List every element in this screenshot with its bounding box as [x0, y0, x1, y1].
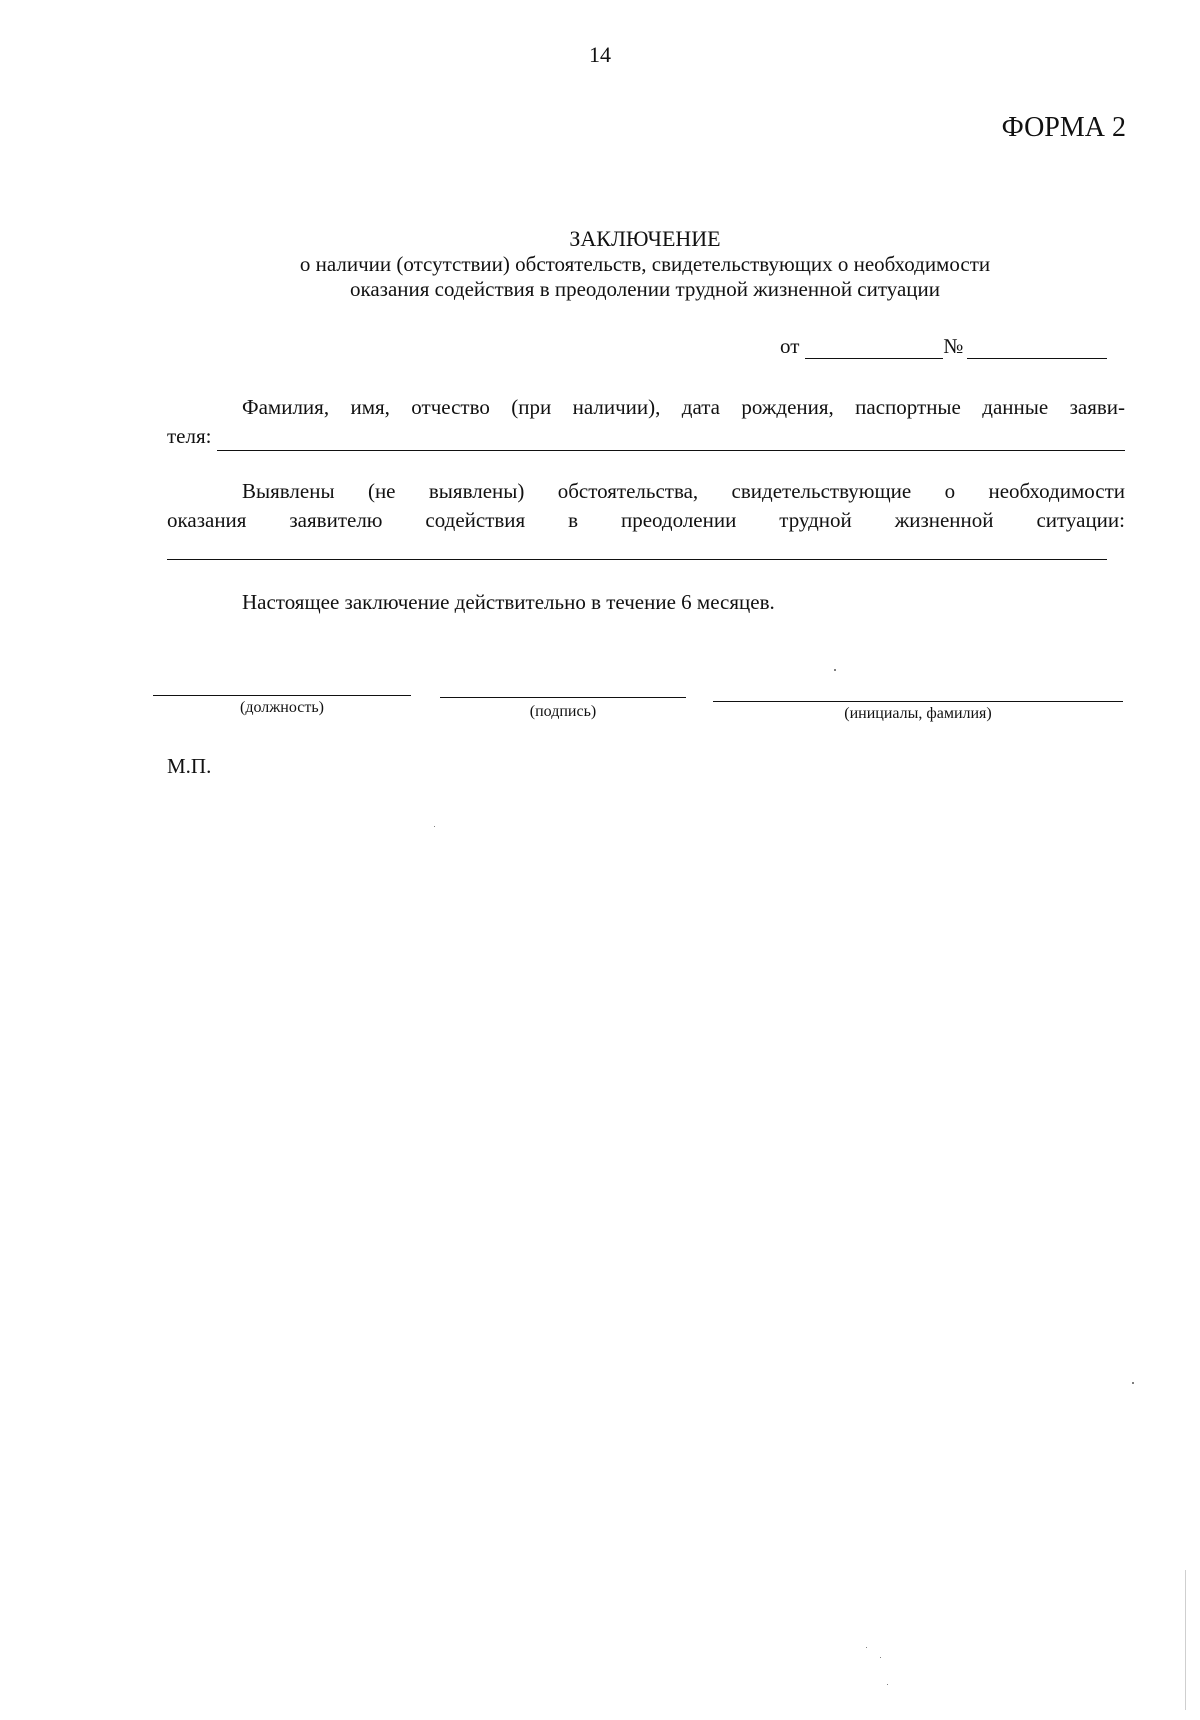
signature-field[interactable]: [440, 697, 686, 698]
date-field[interactable]: [805, 336, 943, 359]
circumstances-line-1: Выявлены (не выявлены) обстоятельства, свидетельствующие о необходимости: [242, 479, 1125, 503]
validity-statement: Настоящее заключение действительно в течение 6 месяцев.: [242, 590, 775, 614]
stamp-placeholder: М.П.: [167, 754, 212, 778]
applicant-label-line-1: Фамилия, имя, отчество (при наличии), дата рождения, паспортные данные заяви-: [242, 395, 1125, 419]
page-number: 14: [589, 42, 611, 67]
position-caption: (должность): [240, 699, 324, 716]
position-field[interactable]: [153, 695, 411, 696]
scan-speck: [866, 1647, 867, 1648]
scan-speck: [887, 1684, 888, 1685]
title-block: [0, 226, 1200, 302]
scan-speck: [834, 669, 836, 671]
circumstances-line-2: оказания заявителю содействия в преодолении трудной жизненной ситуации:: [167, 508, 1125, 532]
circumstances-paragraph: [167, 477, 1125, 535]
signature-caption: (подпись): [529, 703, 597, 720]
name-field[interactable]: [713, 701, 1123, 702]
number-field[interactable]: [967, 336, 1107, 359]
date-label: от: [780, 334, 800, 358]
reference-line: [780, 334, 1107, 359]
name-caption: (инициалы, фамилия): [844, 705, 992, 722]
applicant-label-line-2-row: [167, 422, 1125, 451]
document-title: ЗАКЛЮЧЕНИЕ: [569, 226, 721, 251]
applicant-paragraph: [167, 393, 1125, 451]
scan-speck: [880, 1657, 881, 1658]
scan-edge-shadow: [1185, 1570, 1186, 1710]
number-label: №: [943, 334, 964, 358]
scan-speck: [434, 826, 435, 827]
scan-speck: [1132, 1382, 1134, 1384]
document-subtitle-line-2: оказания содействия в преодолении трудной жизненной ситуации: [349, 277, 941, 301]
applicant-data-field[interactable]: [217, 430, 1125, 451]
circumstances-field[interactable]: [167, 559, 1107, 560]
document-subtitle-line-1: о наличии (отсутствии) обстоятельств, свидетельствующих о необходимости: [299, 252, 991, 276]
form-label: ФОРМА 2: [1001, 112, 1126, 143]
applicant-label-line-2: теля:: [167, 424, 212, 448]
